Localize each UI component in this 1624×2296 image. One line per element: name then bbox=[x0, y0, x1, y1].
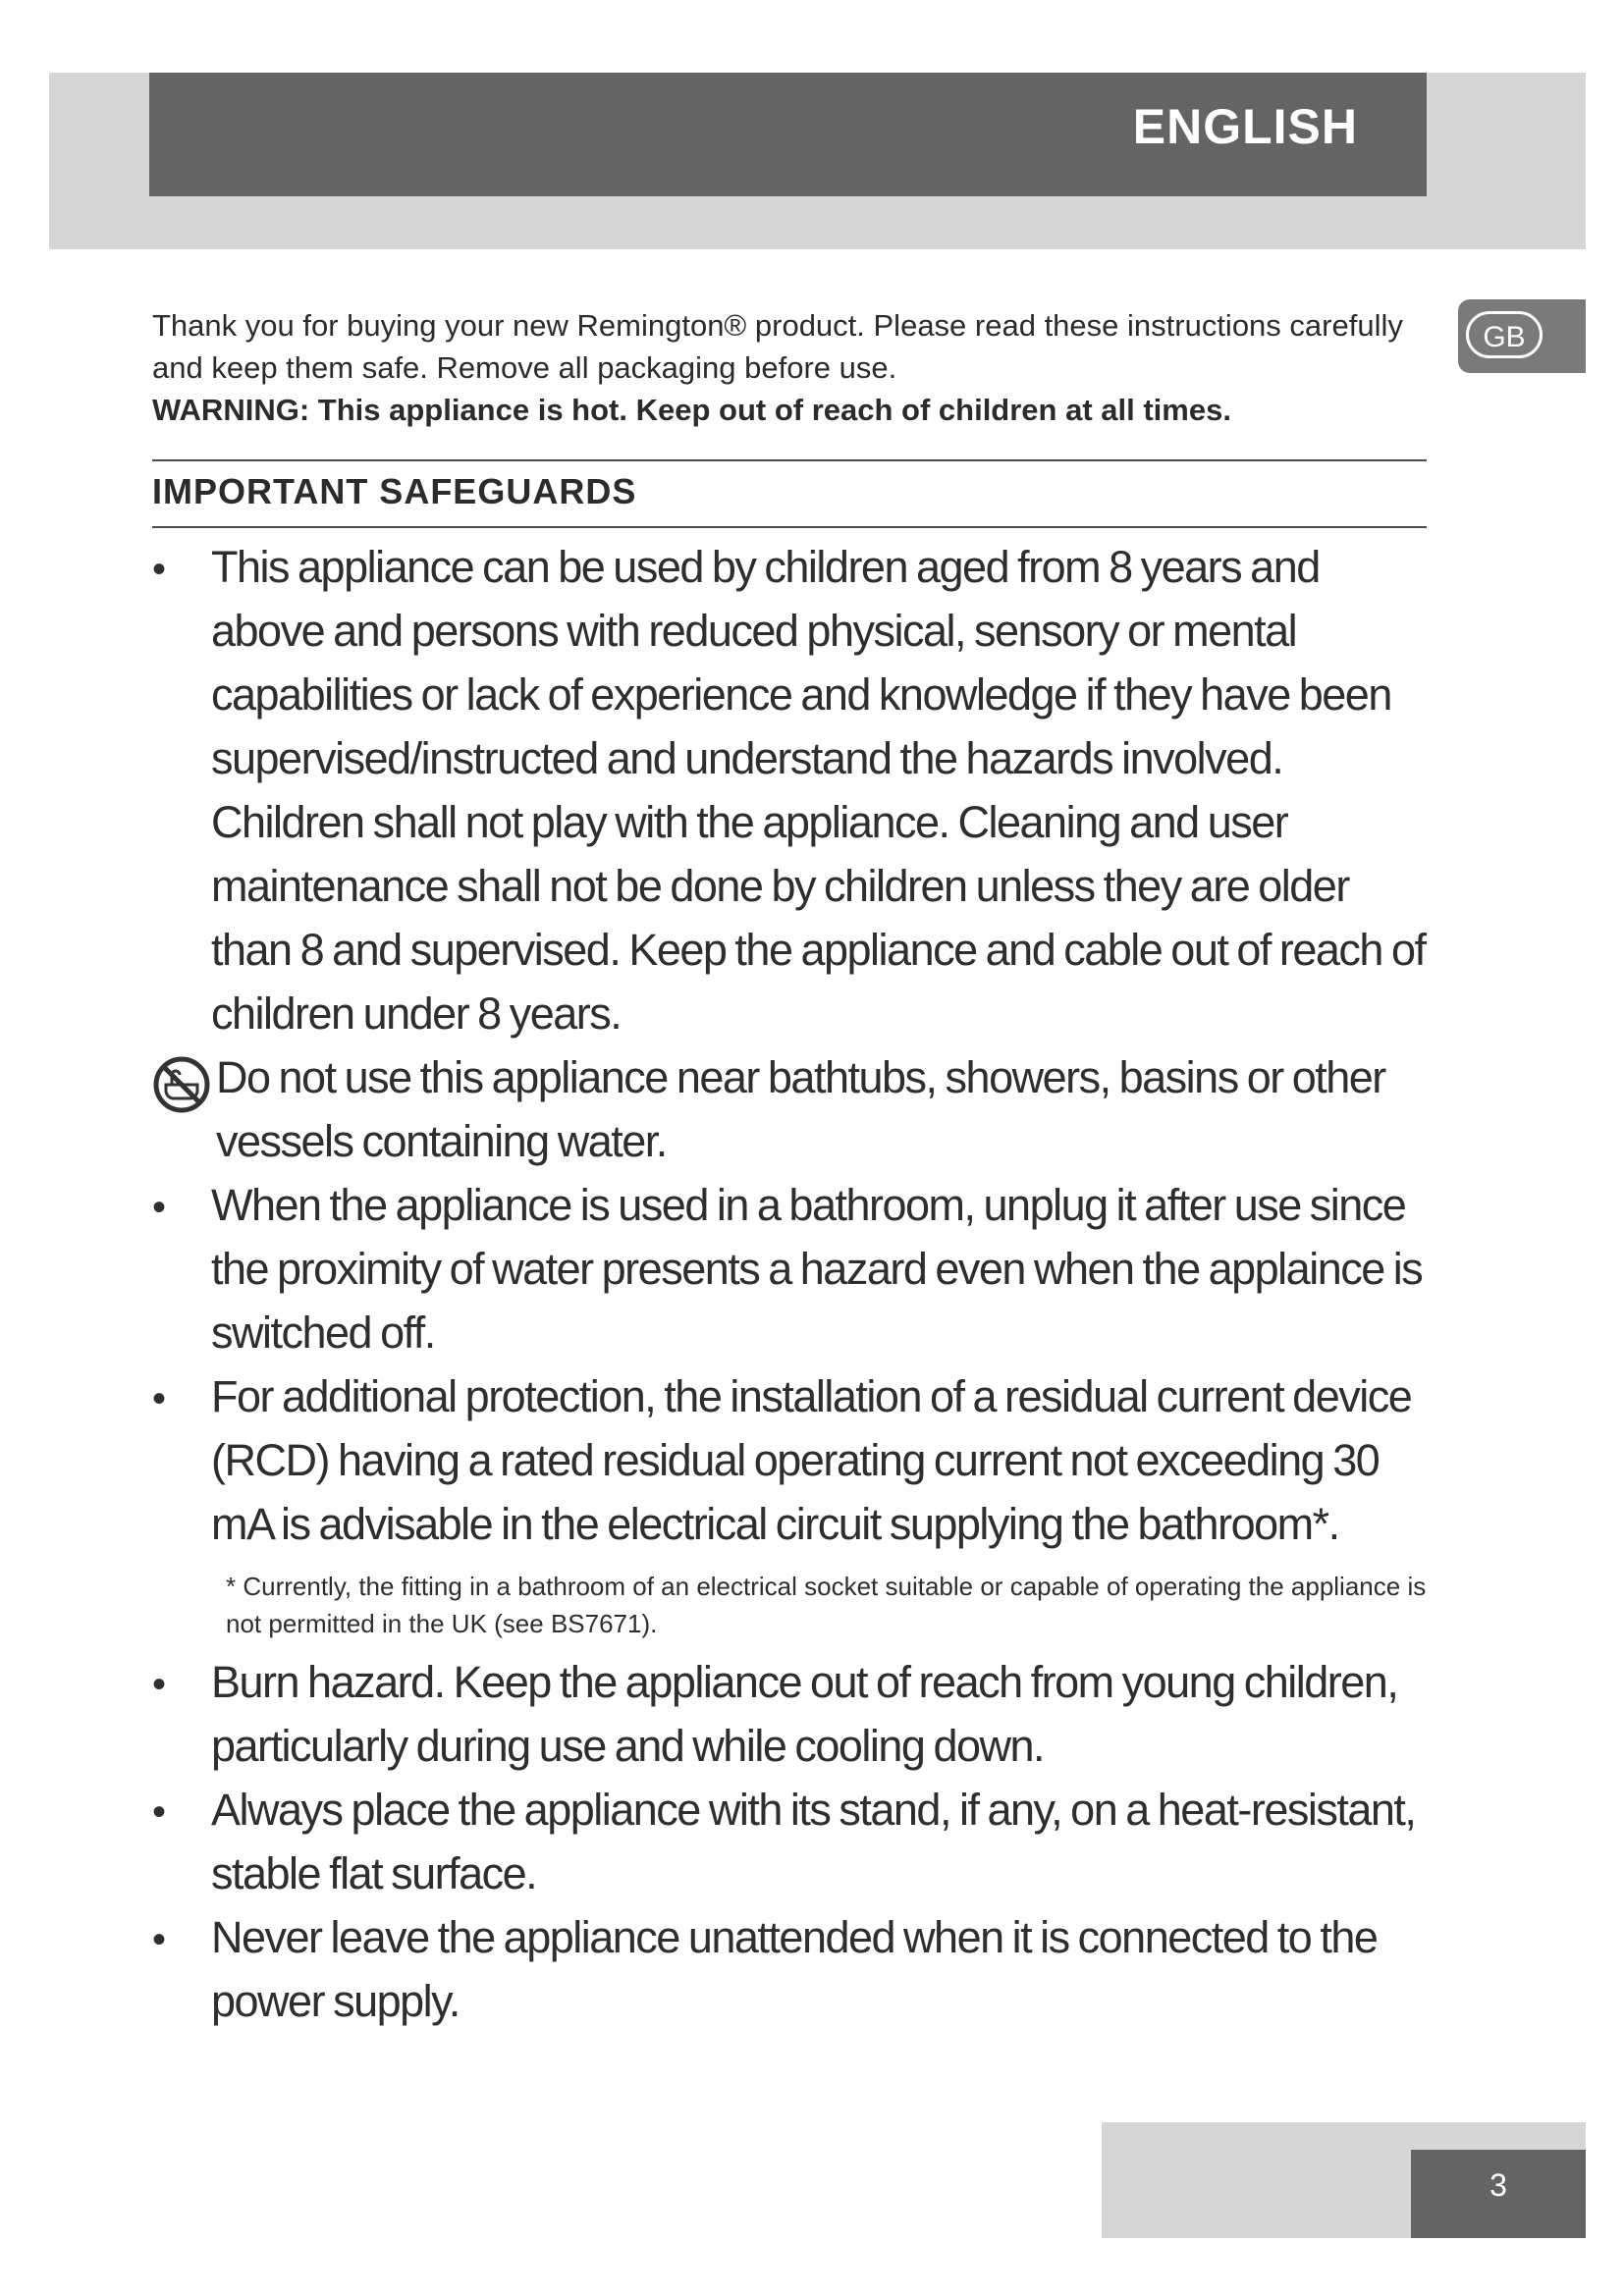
divider-bottom bbox=[152, 526, 1427, 528]
footnote: * Currently, the fitting in a bathroom of an electrical socket suitable or capable of operating the appliance is not permitted in the UK (see BS7671). bbox=[226, 1572, 1427, 1638]
list-item-text: This appliance can be used by children aged from 8 years and above and persons with reduced physical, sensory or mental capabilities or lack of experience and knowledge if they have been supervised/instructed and understand the hazards involved. Children shall not play with the appliance. Cleaning and user maintenance shall not be done by children unless they are older than 8 and supervised. Keep the appliance and cable out of reach of children under 8 years. bbox=[211, 542, 1426, 1039]
intro-text: Thank you for buying your new Remington® product. Please read these instructions carefully and keep them safe. Remove all packaging before use. bbox=[152, 308, 1403, 385]
list-item-text: Always place the appliance with its stand, if any, on a heat-resistant, stable flat surface. bbox=[211, 1785, 1416, 1898]
warning-text: WARNING: This appliance is hot. Keep out of reach of children at all times. bbox=[152, 393, 1231, 427]
page-number-box bbox=[1411, 2150, 1586, 2238]
safeguards-list bbox=[152, 530, 1429, 2033]
list-item bbox=[152, 1173, 1429, 1364]
gb-badge: GB bbox=[1466, 311, 1543, 358]
list-item-text: When the appliance is used in a bathroom, unplug it after use since the proximity of water presents a hazard even when the applaince is switched off. bbox=[211, 1180, 1423, 1358]
divider-top bbox=[152, 459, 1427, 461]
bullet bbox=[152, 535, 182, 602]
list-item bbox=[152, 1364, 1429, 1556]
no-bathtub-warning-icon bbox=[152, 1055, 211, 1114]
list-item bbox=[152, 1045, 1429, 1173]
list-item-text: Never leave the appliance unattended when it is connected to the power supply. bbox=[211, 1912, 1378, 2026]
list-item-text: For additional protection, the installation of a residual current device (RCD) having a rated residual operating current not exceeding 30 mA is advisable in the electrical circuit supplying the bathroom*. bbox=[211, 1371, 1412, 1549]
list-item-text: Do not use this appliance near bathtubs, showers, basins or other vessels containing water. bbox=[216, 1052, 1385, 1166]
bullet bbox=[152, 1173, 182, 1240]
language-tab bbox=[1458, 299, 1586, 373]
header-banner bbox=[149, 73, 1427, 196]
list-item-text: Burn hazard. Keep the appliance out of reach from young children, particularly during use and while cooling down. bbox=[211, 1657, 1398, 1771]
bullet bbox=[152, 1650, 182, 1717]
list-item bbox=[152, 535, 1429, 1045]
section-title: IMPORTANT SAFEGUARDS bbox=[152, 471, 637, 511]
bullet bbox=[152, 1364, 182, 1431]
page-number: 3 bbox=[1489, 2167, 1507, 2203]
language-title: ENGLISH bbox=[1132, 99, 1358, 154]
bullet bbox=[152, 1778, 182, 1844]
intro bbox=[152, 304, 1419, 431]
list-item bbox=[152, 1905, 1429, 2033]
list-item bbox=[152, 1650, 1429, 1778]
list-item bbox=[152, 1778, 1429, 1905]
bullet bbox=[152, 1905, 182, 1972]
